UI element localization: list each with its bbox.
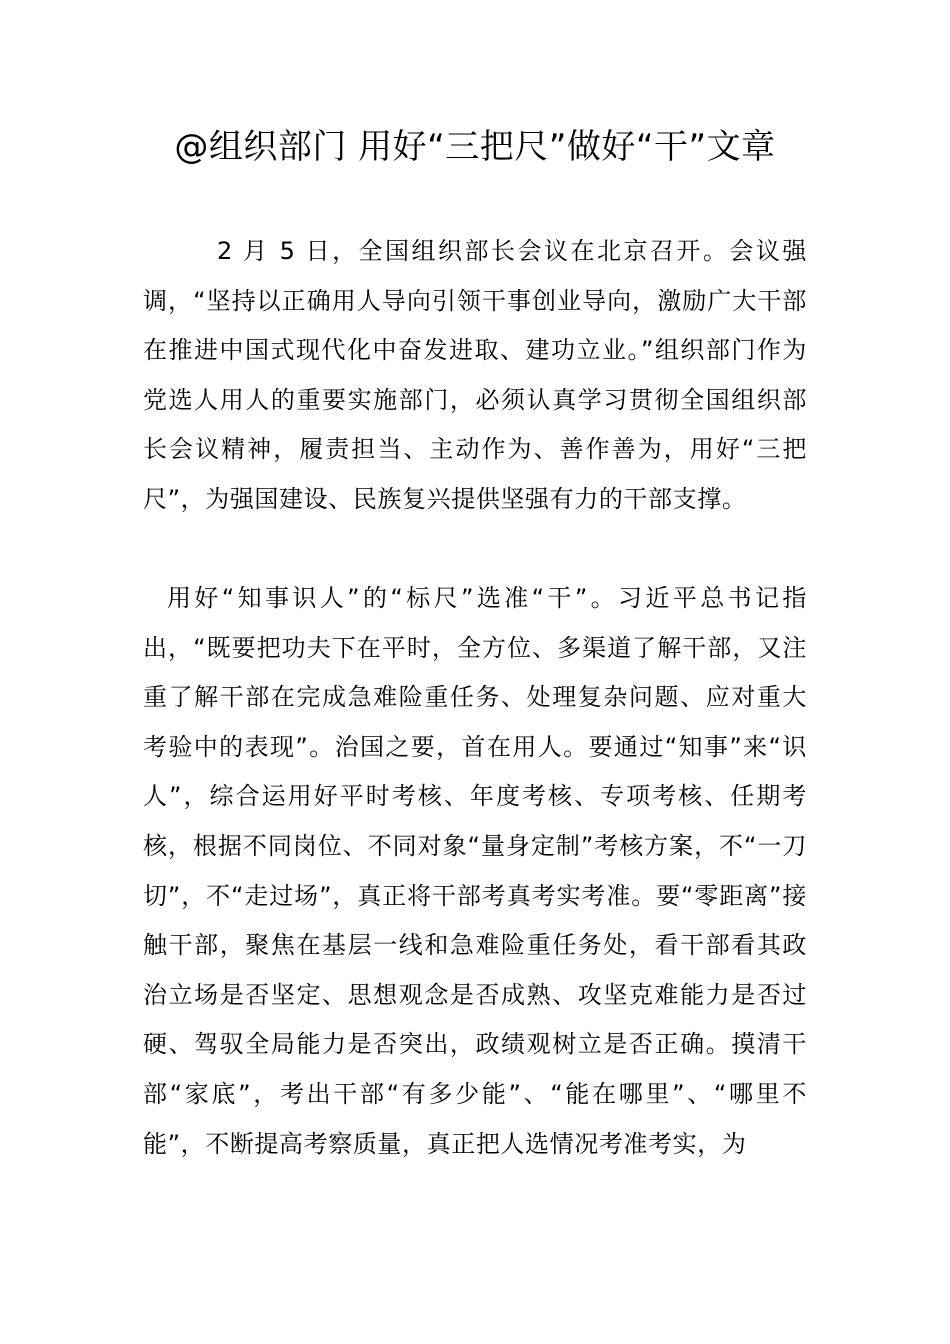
document-title: @组织部门 用好“三把尺”做好“干”文章 [174,127,776,167]
paragraph-intro: 2 月 5 日，全国组织部长会议在北京召开。会议强调，“坚持以正确用人导向引领干事创业导向，激励广大干部在推进中国式现代化中奋发进取、建功立业。”组织部门作为党选人用人的重要实施部门，必须认真学习贯彻全国组织部长会议精神，履责担当、主动作为、善作善为，用好“三把尺”，为强国建设、民族复兴提供坚强有力的干部支撑。 [143,237,807,513]
paragraph-section-one: 用好“知事识人”的“标尺”选准“干”。习近平总书记指出，“既要把功夫下在平时，全方位、多渠道了解干部，又注重了解干部在完成急难险重任务、处理复杂问题、应对重大考验中的表现”。治国之要，首在用人。要通过“知事”来“识人”，综合运用好平时考核、年度考核、专项考核、任期考核，根据不同岗位、不同对象“量身定制”考核方案，不“一刀切”，不“走过场”，真正将干部考真考实考准。要“零距离”接触干部，聚焦在基层一线和急难险重任务处，看干部看其政治立场是否坚定、思想观念是否成熟、攻坚克难能力是否过硬、驾驭全局能力是否突出，政绩观树立是否正确。摸清干部“家底”，考出干部“有多少能”、“能在哪里”、“哪里不能”，不断提高考察质量，真正把人选情况考准考实，为 [143,584,807,1158]
